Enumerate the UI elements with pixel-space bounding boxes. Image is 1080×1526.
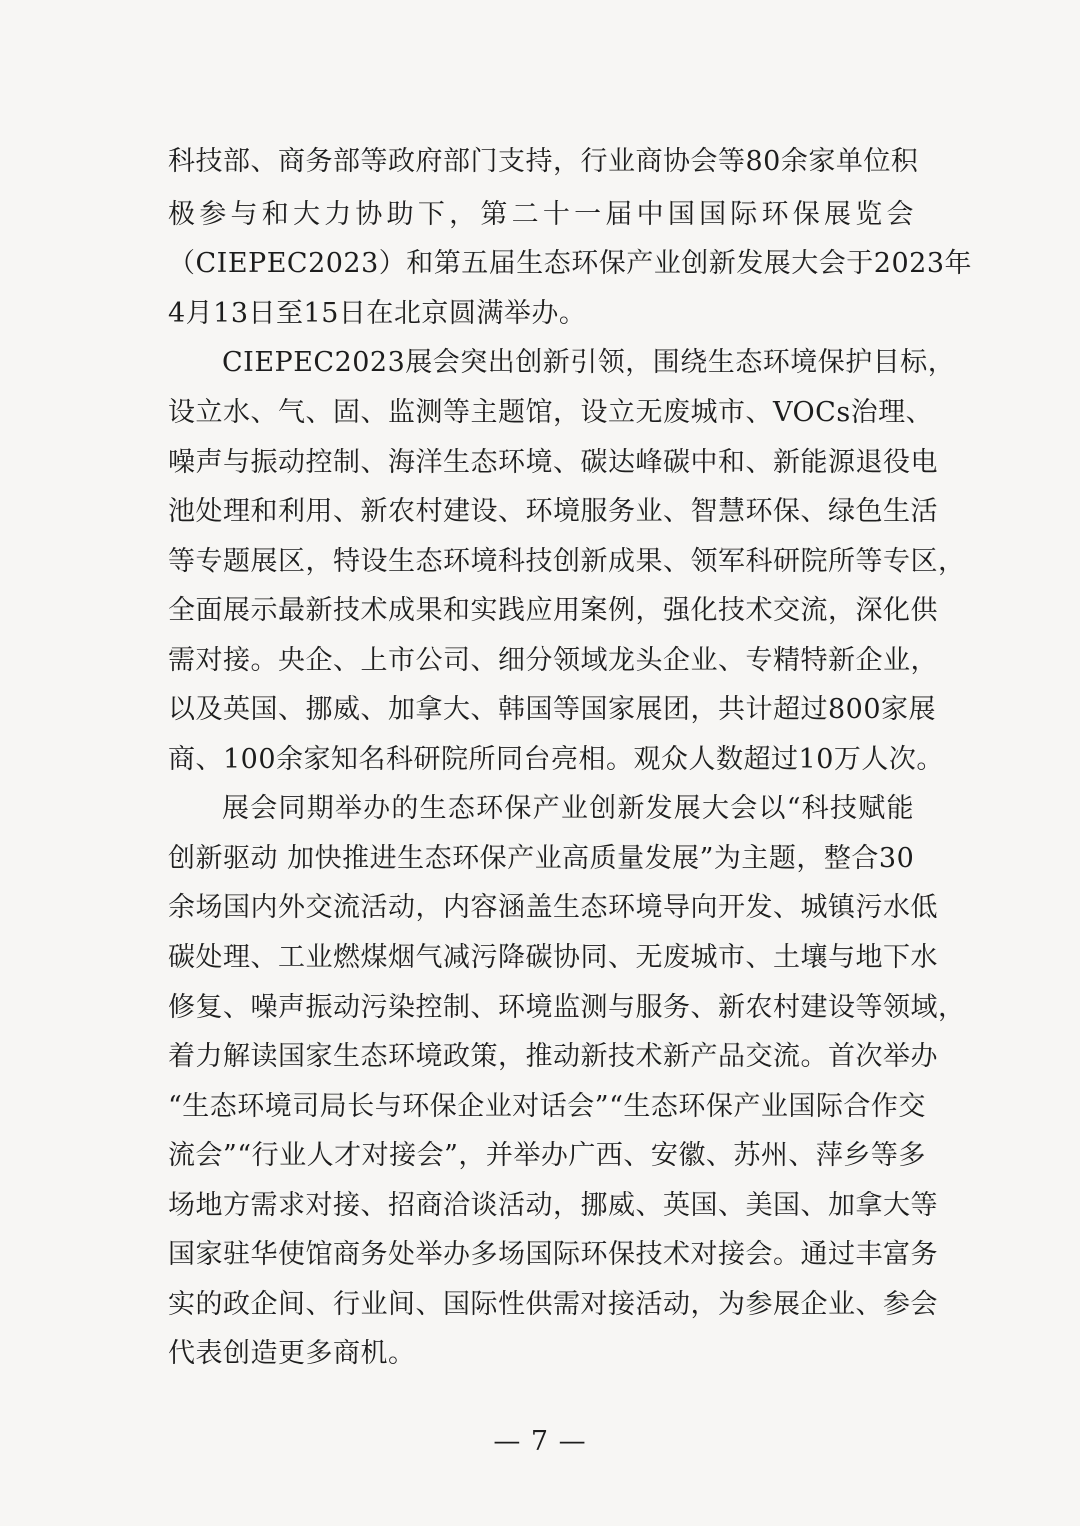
text-line: （CIEPEC2023）和第五届生态环保产业创新发展大会于2023年 [168, 248, 972, 279]
text-line: 实的政企间、行业间、国际性供需对接活动，为参展企业、参会 [168, 1289, 938, 1320]
text-line: 以及英国、挪威、加拿大、韩国等国家展团，共计超过800家展 [168, 694, 937, 725]
text-line: 极参与和大力协助下，第二十一届中国国际环保展览会 [168, 199, 914, 230]
text-line: 等专题展区，特设生态环境科技创新成果、领军科研院所等专区， [168, 546, 966, 577]
text-line: 着力解读国家生态环境政策，推动新技术新产品交流。首次举办 [168, 1041, 938, 1072]
text-line: 代表创造更多商机。 [168, 1338, 416, 1369]
text-line: 场地方需求对接、招商洽谈活动，挪威、英国、美国、加拿大等 [168, 1190, 938, 1221]
text-line: 流会”“行业人才对接会”，并举办广西、安徽、苏州、萍乡等多 [168, 1140, 926, 1171]
text-line: 科技部、商务部等政府部门支持，行业商协会等80余家单位积 [168, 146, 919, 177]
text-line: 需对接。央企、上市公司、细分领域龙头企业、专精特新企业， [168, 645, 938, 676]
text-line: “生态环境司局长与环保企业对话会”“生态环保产业国际合作交 [168, 1091, 926, 1122]
text-line: 创新驱动 加快推进生态环保产业高质量发展”为主题，整合30 [168, 843, 915, 874]
text-line: 4月13日至15日在北京圆满举办。 [168, 298, 587, 329]
text-line: 国家驻华使馆商务处举办多场国际环保技术对接会。通过丰富务 [168, 1239, 938, 1270]
text-line: CIEPEC2023展会突出创新引领，围绕生态环境保护目标， [222, 347, 956, 378]
text-line: 展会同期举办的生态环保产业创新发展大会以“科技赋能 [222, 793, 914, 824]
text-line: 商、100余家知名科研院所同台亮相。观众人数超过10万人次。 [168, 744, 944, 775]
page-number: — 7 — [493, 1426, 587, 1457]
text-line: 池处理和利用、新农村建设、环境服务业、智慧环保、绿色生活 [168, 496, 938, 527]
text-line: 设立水、气、固、监测等主题馆，设立无废城市、VOCs治理、 [168, 397, 934, 428]
text-line: 全面展示最新技术成果和实践应用案例，强化技术交流，深化供 [168, 595, 938, 626]
text-line: 噪声与振动控制、海洋生态环境、碳达峰碳中和、新能源退役电 [168, 447, 938, 478]
text-line: 余场国内外交流活动，内容涵盖生态环境导向开发、城镇污水低 [168, 892, 938, 923]
text-line: 碳处理、工业燃煤烟气减污降碳协同、无废城市、土壤与地下水 [168, 942, 938, 973]
text-line: 修复、噪声振动污染控制、环境监测与服务、新农村建设等领域， [168, 992, 966, 1023]
